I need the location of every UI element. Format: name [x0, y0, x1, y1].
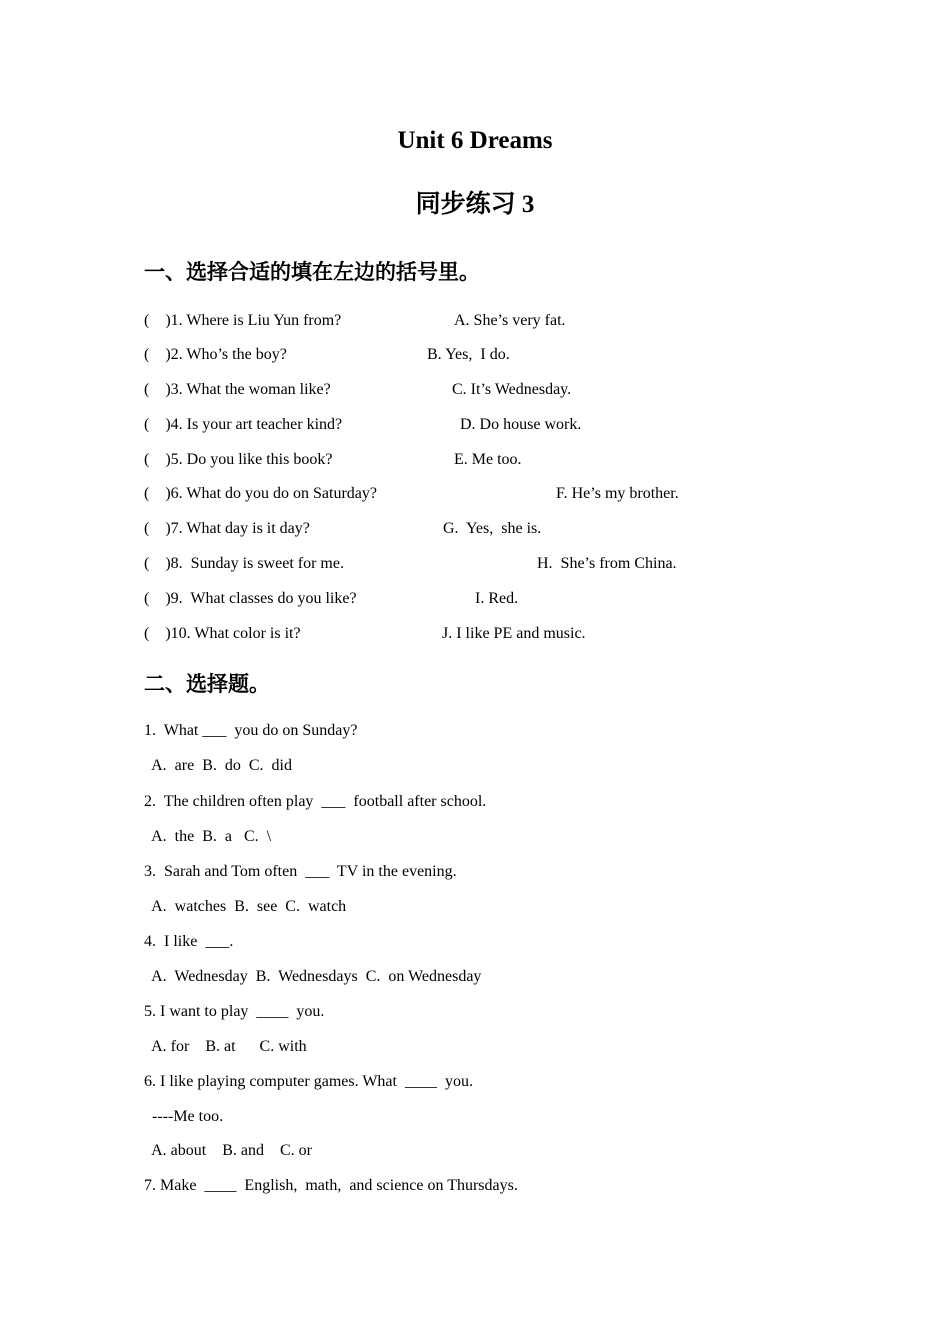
choice-question-5: 5. I want to play ____ you. [144, 1003, 325, 1020]
match-answer-c: C. It’s Wednesday. [452, 381, 572, 398]
section1-heading: 一、选择合适的填在左边的括号里。 [144, 260, 480, 284]
choice-question-3: 3. Sarah and Tom often ___ TV in the evening. [144, 863, 457, 880]
worksheet-subtitle: 同步练习 3 [415, 191, 535, 218]
match-answer-e: E. Me too. [454, 451, 522, 468]
match-question-10: ( )10. What color is it? [144, 625, 301, 642]
match-answer-i: I. Red. [475, 590, 519, 607]
choice-options-6: A. about B. and C. or [144, 1142, 312, 1159]
match-question-2: ( )2. Who’s the boy? [144, 346, 287, 363]
choice-question-2: 2. The children often play ___ football after school. [144, 793, 487, 810]
match-question-6: ( )6. What do you do on Saturday? [144, 485, 377, 502]
match-question-1: ( )1. Where is Liu Yun from? [144, 312, 342, 329]
choice-options-5: A. for B. at C. with [144, 1038, 307, 1055]
choice-question-6: 6. I like playing computer games. What ____ you. [144, 1073, 473, 1090]
choice-question-7: 7. Make ____ English, math, and science on Thursdays. [144, 1177, 518, 1194]
match-answer-j: J. I like PE and music. [442, 625, 586, 642]
choice-options-3: A. watches B. see C. watch [144, 898, 347, 915]
match-answer-a: A. She’s very fat. [454, 312, 566, 329]
match-question-4: ( )4. Is your art teacher kind? [144, 416, 343, 433]
match-question-9: ( )9. What classes do you like? [144, 590, 357, 607]
choice-response-6: ----Me too. [144, 1108, 224, 1125]
match-question-3: ( )3. What the woman like? [144, 381, 331, 398]
match-answer-f: F. He’s my brother. [556, 485, 679, 502]
choice-options-2: A. the B. a C. \ [144, 828, 272, 845]
match-answer-d: D. Do house work. [460, 416, 582, 433]
section2-heading: 二、选择题。 [144, 672, 270, 696]
choice-question-4: 4. I like ___. [144, 933, 234, 950]
match-question-5: ( )5. Do you like this book? [144, 451, 333, 468]
worksheet-title: Unit 6 Dreams [397, 127, 553, 154]
choice-question-1: 1. What ___ you do on Sunday? [144, 722, 358, 739]
match-answer-b: B. Yes, I do. [427, 346, 510, 363]
match-question-7: ( )7. What day is it day? [144, 520, 310, 537]
choice-options-4: A. Wednesday B. Wednesdays C. on Wednesday [144, 968, 482, 985]
match-answer-g: G. Yes, she is. [443, 520, 542, 537]
match-question-8: ( )8. Sunday is sweet for me. [144, 555, 344, 572]
choice-options-1: A. are B. do C. did [144, 757, 292, 774]
match-answer-h: H. She’s from China. [537, 555, 677, 572]
